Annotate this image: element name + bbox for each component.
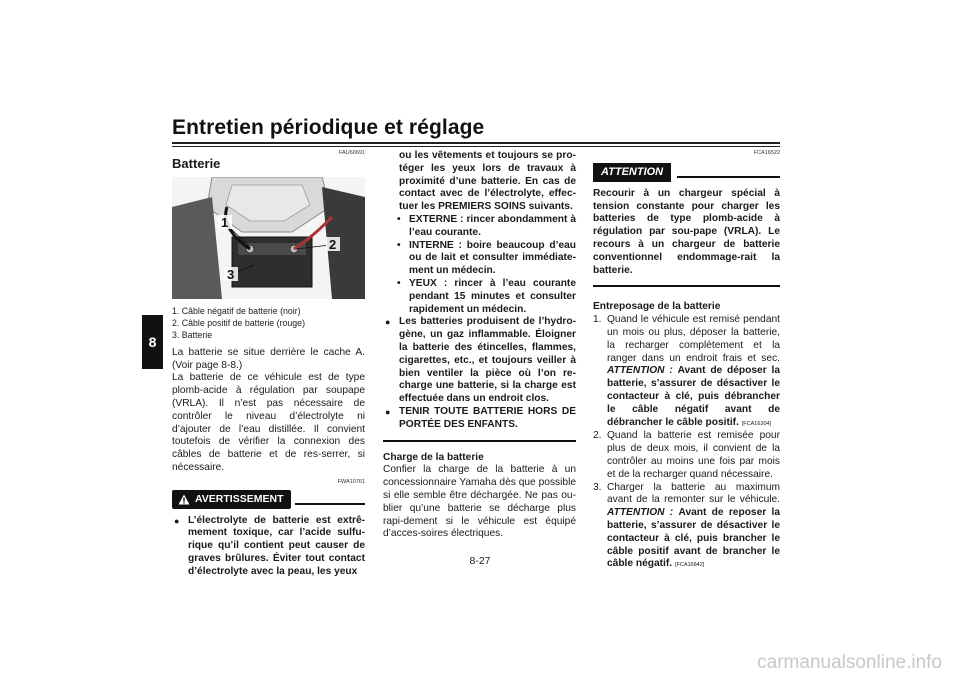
sub-item-text: YEUX : rincer à l’eau courante pendant 15 minutes et consulter rapidement un médecin. — [409, 277, 576, 315]
step-attention-text: Avant de déposer la batterie, s’assurer de désactiver le contacteur à clé, puis débrancher le câble négatif avant de débrancher le câble positif. — [607, 365, 780, 428]
warning-badge — [172, 490, 291, 509]
step-attention-code: [FCA16842] — [674, 562, 705, 569]
attention-header — [593, 163, 780, 182]
watermark: carmanualsonline.info — [757, 652, 942, 673]
bullet-icon: ● — [385, 317, 391, 328]
warning-bullet-text: Les batteries produisent de l’hydro-gène, un gaz inflammable. Éloigner la batterie des étincelles, flammes, cigarettes, etc., et toujours veiller à bien ventiler la pièce où l’on re-charge une batterie, si la charge est effectuée dans un endroit clos. — [399, 316, 576, 405]
storage-title: Entreposage de la batterie — [593, 301, 721, 313]
sub-item-text: INTERNE : boire beaucoup d’eau ou de lait et consulter immédiate-ment un médecin. — [409, 239, 576, 277]
sub-bullet-icon: • — [397, 277, 401, 289]
storage-step — [593, 314, 780, 430]
caption-item: 1. Câble négatif de batterie (noir) — [172, 305, 301, 316]
step-attention-label: ATTENTION : — [607, 507, 674, 519]
photo-label-1: 1 — [221, 214, 229, 230]
sub-bullet-icon: • — [397, 213, 401, 225]
step-attention-code: [FCA16304] — [741, 420, 772, 427]
header-rule — [172, 142, 780, 147]
warning-code: FWA10761 — [337, 478, 365, 485]
photo-code: ZAUM1667 — [175, 287, 196, 292]
warning-end-rule — [383, 440, 576, 442]
charge-text: Confier la charge de la batterie à un concessionnaire Yamaha dès que possible si elle semble être déchargée. Ne pas ou-blier qu’une batterie se décharge plus rapi-dement si le véhicule est équipé d’acces-soires électriques. — [383, 464, 576, 540]
sub-item — [383, 278, 576, 316]
step-text: Charger la batterie au maximum avant de la remonter sur le véhicule. — [607, 481, 780, 506]
warning-triangle-icon — [178, 494, 190, 505]
caption-item: 2. Câble positif de batterie (rouge) — [172, 317, 306, 328]
chapter-tab[interactable]: 8 — [142, 315, 163, 369]
column-1 — [172, 150, 365, 579]
step-number: 3. — [593, 481, 602, 493]
charge-title: Charge de la batterie — [383, 451, 484, 463]
attention-end-rule — [593, 285, 780, 287]
step-number: 1. — [593, 314, 602, 326]
paragraph: La batterie de ce véhicule est de type plomb-acide à régulation par soupape (VRLA). Il n’est pas nécessaire de contrôler le niveau d’électrolyte ni d’ajouter de l’eau distillée. Il convient toutefois de vérifier la connexion des câbles de batterie et de res-serrer, si nécessaire. — [172, 372, 365, 473]
sub-item-text: EXTERNE : rincer abondamment à l’eau courante. — [409, 213, 576, 238]
section-title: Batterie — [172, 156, 221, 171]
step-attention-text: Avant de reposer la batterie, s’assurer de désactiver le contacteur à clé, puis brancher le câble positif avant de brancher le câble négatif. — [607, 507, 780, 570]
bullet-icon: ● — [385, 406, 391, 417]
step-text: Quand la batterie est remisée pour plus de deux mois, il convient de la contrôler au moins une fois par mois et de la recharger quand nécessaire. — [607, 430, 780, 480]
step-attention-label: ATTENTION : — [607, 365, 673, 377]
warning-bullet — [383, 406, 576, 432]
column-2 — [383, 150, 576, 541]
bullet-icon: ● — [174, 515, 180, 526]
attention-rule — [677, 176, 780, 178]
warning-bullet — [172, 515, 365, 579]
paragraph: La batterie se situe derrière le cache A. (Voir page 8-8.) — [172, 346, 365, 371]
sub-item — [383, 214, 576, 240]
storage-step — [593, 430, 780, 481]
warning-continuation: ou les vêtements et toujours se pro-téger les yeux lors de travaux à proximité d’une batterie. En cas de contact avec de l’électrolyte, effec-tuer les PREMIERS SOINS suivants. — [399, 150, 576, 213]
photo-label-3: 3 — [227, 266, 235, 282]
page-title: Entretien périodique et réglage — [172, 116, 485, 139]
warning-header — [172, 490, 365, 509]
page-number: 8-27 — [469, 555, 491, 567]
attention-badge: ATTENTION — [593, 163, 671, 182]
attention-code: FCA16522 — [753, 150, 780, 156]
warning-rule — [295, 503, 365, 505]
attention-text: Recourir à un chargeur spécial à tension constante pour charger les batteries de type plomb-acide à régulation par sou-pape (VRLA). Le recours à un chargeur de batterie conventionnel endommage-rait la batterie. — [593, 187, 780, 276]
step-text: Quand le véhicule est remisé pendant un mois ou plus, déposer la batterie, la recharger complètement et la ranger dans un endroit frais et sec. — [607, 314, 780, 364]
warning-bullet-text: TENIR TOUTE BATTERIE HORS DE PORTÉE DES ENFANTS. — [399, 405, 576, 430]
photo-label-2: 2 — [329, 236, 337, 252]
battery-photo-illustration — [172, 177, 365, 299]
battery-photo — [172, 177, 365, 299]
caption-item: 3. Batterie — [172, 329, 213, 340]
sub-bullet-icon: • — [397, 239, 401, 251]
warning-bullet-text: L’électrolyte de batterie est extrê-mement toxique, car l’acide sulfu-rique qu’il contient peut causer de graves brûlures. Éviter tout contact d’électrolyte avec la peau, les yeux — [188, 514, 365, 577]
column-3 — [593, 150, 780, 572]
step-number: 2. — [593, 430, 602, 442]
warning-label: AVERTISSEMENT — [195, 492, 284, 505]
caption-list — [172, 305, 365, 341]
section-code: FAU60691 — [339, 150, 365, 156]
sub-item — [383, 240, 576, 278]
warning-bullet — [383, 316, 576, 406]
